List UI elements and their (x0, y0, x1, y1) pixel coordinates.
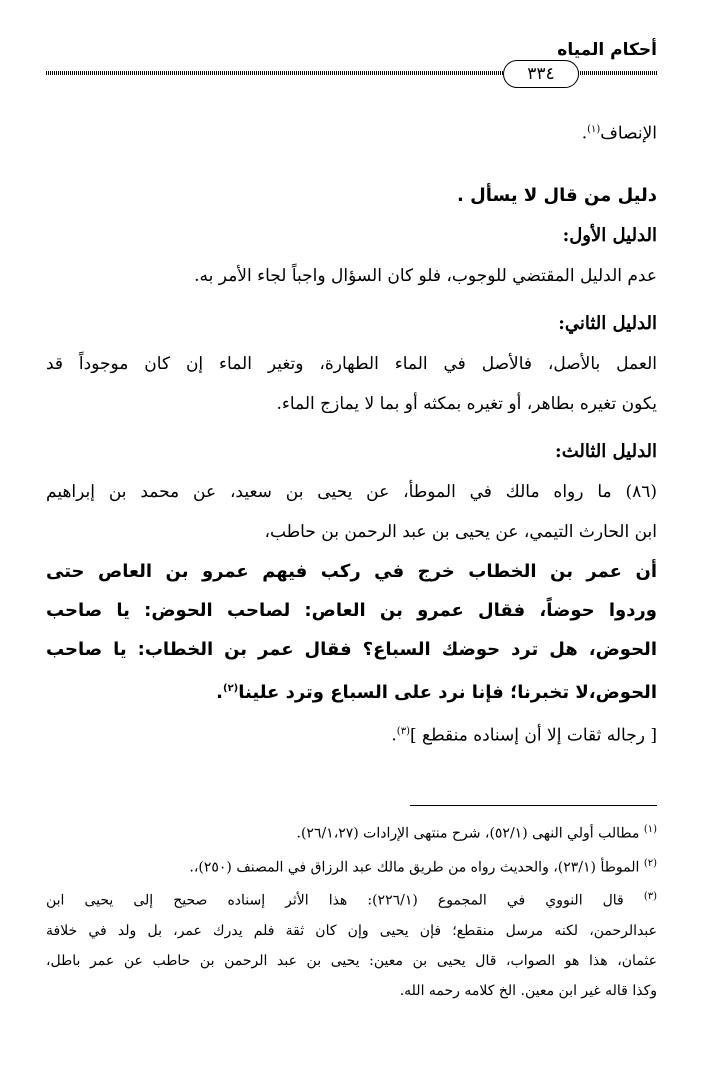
hadith-line-1: أن عمر بن الخطاب خرج في ركب فيهم عمرو بن العاص حتى (46, 560, 657, 582)
proof-3-line-1: (٨٦) ما رواه مالك في الموطأ، عن يحيى بن سعيد، عن محمد بن إبراهيم (46, 481, 657, 502)
paragraph-insaf (46, 110, 657, 154)
running-title: أحكام المياه (557, 40, 657, 60)
section-heading: دليل من قال لا يسأل . (457, 184, 657, 206)
insaf-period: . (581, 123, 588, 144)
hadith-line-4-period: . (216, 681, 223, 703)
grading-line (46, 712, 657, 756)
footnote-3-line-4: وكذا قاله غير ابن معين. الخ كلامه رحمه الله. (399, 982, 657, 999)
footnote-1 (46, 815, 657, 849)
footnote-1-marker: (١) (643, 824, 657, 835)
proof-2-heading: الدليل الثاني: (558, 312, 657, 334)
proof-1-heading: الدليل الأول: (562, 224, 657, 246)
proof-2-line-1: العمل بالأصل، فالأصل في الماء الطهارة، وتغير الماء إن كان موجوداً قد (46, 353, 657, 374)
insaf-text: الإنصاف (600, 123, 657, 144)
hadith-line-2: وردوا حوضاً، فقال عمرو بن العاص: لصاحب الحوض: يا صاحب (46, 599, 657, 621)
footnote-1-text: مطالب أولي النهى (٥٢/١)، شرح منتهى الإرادات (٢٦/١،٢٧). (296, 825, 640, 842)
hadith-line-4 (46, 669, 657, 712)
hadith-line-4-text: الحوض،لا تخبرنا؛ فإنا نرد على السباع وترد علينا (238, 681, 657, 703)
footnote-3-line-1-text: قال النووي في المجموع (٢٢٦/١): هذا الأثر إسناده صحيح إلى يحيى ابن (46, 892, 624, 909)
grading-period: . (391, 725, 397, 746)
footnote-divider (410, 805, 657, 806)
footnote-3-line-3: عثمان، هذا هو الصواب، قال يحيى بن معين: يحيى بن عبد الرحمن بن حاطب عن عمر باطل، (46, 952, 657, 969)
proof-2-line-2: يكون تغيره بطاهر، أو تغيره بمكثه أو بما لا يمازج الماء. (276, 393, 657, 414)
grading-text: [ رجاله ثقات إلا أن إسناده منقطع ] (409, 725, 657, 746)
footnote-2 (46, 849, 657, 883)
hadith-line-3: الحوض، هل ترد حوضك السباع؟ فقال عمر بن الخطاب: يا صاحب (46, 638, 657, 660)
footnote-3-marker: (٣) (643, 891, 657, 903)
footnote-ref-2: (٢) (222, 682, 239, 694)
page-number: ٣٣٤ (503, 60, 579, 88)
footnotes (46, 815, 657, 1006)
page-body (46, 110, 657, 755)
proof-3-line-2: ابن الحارث التيمي، عن يحيى بن عبد الرحمن بن حاطب، (264, 521, 657, 542)
footnote-3-line-1 (46, 882, 657, 916)
footnote-ref-3: (٣) (396, 725, 410, 737)
proof-1-text: عدم الدليل المقتضي للوجوب، فلو كان السؤال واجباً لجاء الأمر به. (194, 265, 657, 286)
footnote-3-line-2: عبدالرحمن، لكنه مرسل منقطع؛ فإن يحيى وإن كان ثقة فلم يدرك عمر، بل ولد في خلافة (46, 922, 657, 939)
footnote-ref-1: (١) (587, 124, 601, 135)
proof-3-heading: الدليل الثالث: (555, 440, 657, 462)
footnote-2-text: الموطأ (٢٣/١)، والحديث رواه من طريق مالك عبد الرزاق في المصنف (٢٥٠)،. (189, 859, 640, 876)
footnote-2-marker: (٢) (643, 857, 657, 869)
